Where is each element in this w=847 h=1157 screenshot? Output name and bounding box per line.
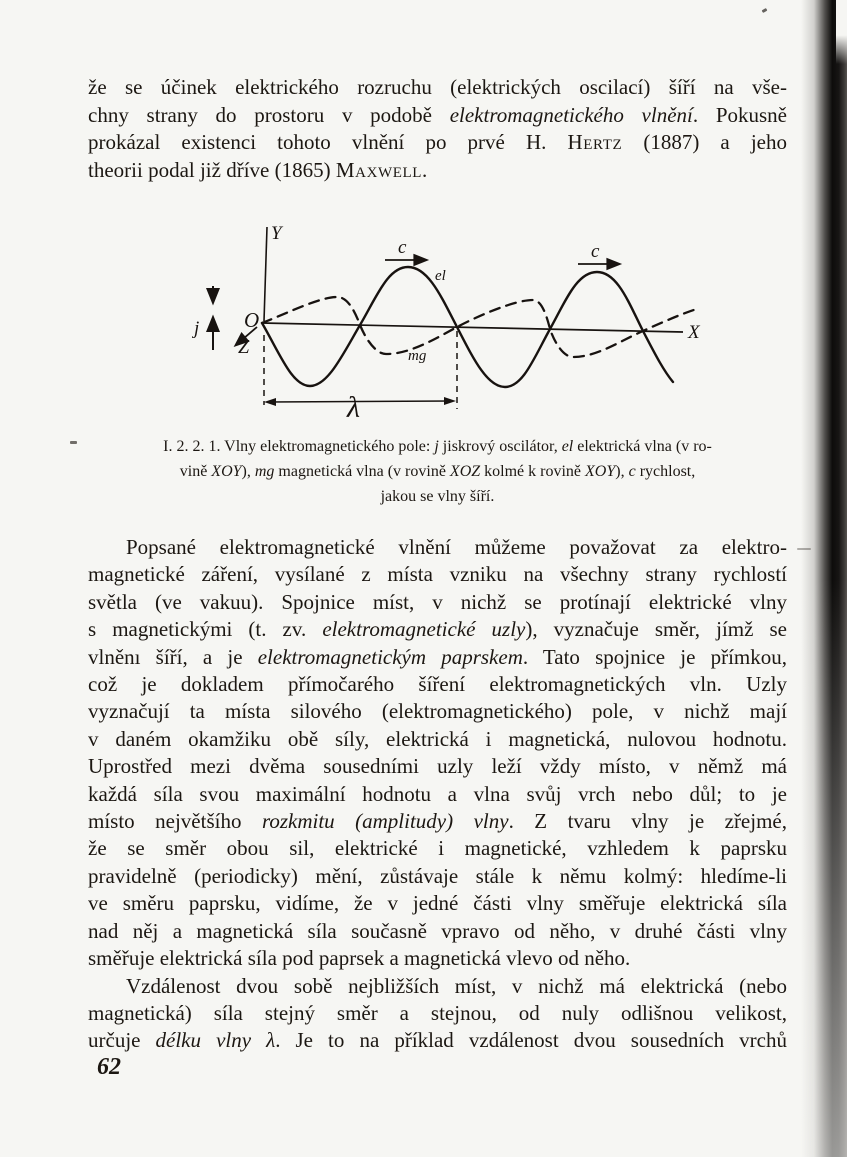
spine-top-highlight <box>836 0 847 64</box>
text-line: Vzdálenost dvou sobě nejbližších míst, v nichž má elektrická (nebo <box>126 973 787 998</box>
text-line: ve směru paprsku, vidíme, že v jedné části vlny směřuje elektrická síla <box>88 891 787 916</box>
text-line: magnetická) síla stejný směr a stejnou, od nuly odlišnou velikost, <box>88 1000 787 1025</box>
body-paragraph-2 <box>88 973 787 1055</box>
text-line: místo největšího rozkmitu (amplitudy) vlny. Z tvaru vlny je zřejmé, <box>88 809 787 834</box>
text-line: vině XOY), mg magnetická vlna (v rovině XOZ kolmé k rovině XOY), c rychlost, <box>179 463 696 480</box>
text-line: že se účinek elektrického rozruchu (elektrických oscilací) šíří na vše- <box>88 75 787 99</box>
text-line: prokázal existenci tohoto vlnění po prvé H. Hertz (1887) a jeho <box>88 130 787 154</box>
text-line: I. 2. 2. 1. Vlny elektromagnetického pole: j jiskrový oscilátor, el elektrická vlna (v ro- <box>163 438 712 455</box>
text-line: určuje délku vlny λ. Je to na příklad vzdálenost dvou sousedních vrchů <box>88 1028 787 1053</box>
em-wave-figure <box>150 212 750 422</box>
book-spine-shadow <box>801 0 847 1157</box>
scan-speck <box>70 441 77 444</box>
text-line: vyznačují ta místa silového (elektromagnetického) pole, v nichž mají <box>88 699 787 724</box>
electric-wave-label: el <box>435 268 446 284</box>
origin-label: O <box>244 308 260 332</box>
text-line: magnetické záření, vysílané z místa vzniku na všechny strany rychlostí <box>88 562 787 587</box>
lambda-arrow-right <box>444 397 456 405</box>
text-line: že se směr obou sil, elektrické i magnetické, vzhledem k paprsku <box>88 836 787 861</box>
body-paragraph-1 <box>88 534 787 973</box>
body-text <box>88 534 787 1055</box>
text-line: v daném okamžiku obě síly, elektrická i magnetická, nulovou hodnotu. <box>88 726 787 751</box>
x-axis <box>262 323 683 332</box>
text-line: Uprostřed mezi dvěma sousedními uzly leží vždy místo, v němž má <box>88 754 787 779</box>
text-line: Popsané elektromagnetické vlnění můžeme považovat za elektro- <box>126 535 787 559</box>
text-line: nad něj a magnetická síla současně vpravo od něho, v druhé části vlny <box>88 918 787 943</box>
lambda-dimension-line <box>268 401 452 402</box>
text-line: pravidelně (periodicky) mění, zůstávaje stále k němu kolmý: hledíme-li <box>88 863 787 888</box>
oscillator-label: j <box>194 318 200 339</box>
scan-speck <box>762 8 768 13</box>
page-number: 62 <box>97 1054 121 1080</box>
y-axis <box>264 227 267 321</box>
z-axis-label: Z <box>238 336 250 358</box>
speed-label-left: c <box>398 237 407 258</box>
figure-caption <box>88 434 787 509</box>
top-paragraph <box>88 74 787 184</box>
lambda-arrow-left <box>264 398 276 406</box>
text-line: vlněnı šíří, a je elektromagnetickým paprskem. Tato spojnice je přímkou, <box>88 644 787 669</box>
lambda-label: λ <box>347 391 360 422</box>
x-axis-label: X <box>688 322 700 343</box>
text-line: světla (ve vakuu). Spojnice míst, v nichž se protínají elektrické vlny <box>88 589 787 614</box>
text-line: směřuje elektrická síla pod paprsek a magnetická vlevo od něho. <box>88 946 631 971</box>
text-line: což je dokladem přímočarého šíření elektromagnetických vln. Uzly <box>88 672 787 697</box>
text-line: chny strany do prostoru v podobě elektromagnetického vlnění. Pokusně <box>88 102 787 127</box>
text-line: theorii podal již dříve (1865) Maxwell. <box>88 157 428 182</box>
text-line: každá síla svou maximální hodnotu a vlna svůj vrch nebo důl; to je <box>88 781 787 806</box>
speed-label-right: c <box>591 241 600 262</box>
text-line: s magnetickými (t. zv. elektromagnetické uzly), vyznačuje směr, jímž se <box>88 617 787 642</box>
y-axis-label: Y <box>271 223 282 244</box>
text-line: jakou se vlny šíří. <box>380 488 495 505</box>
magnetic-wave-label: mg <box>408 348 427 364</box>
